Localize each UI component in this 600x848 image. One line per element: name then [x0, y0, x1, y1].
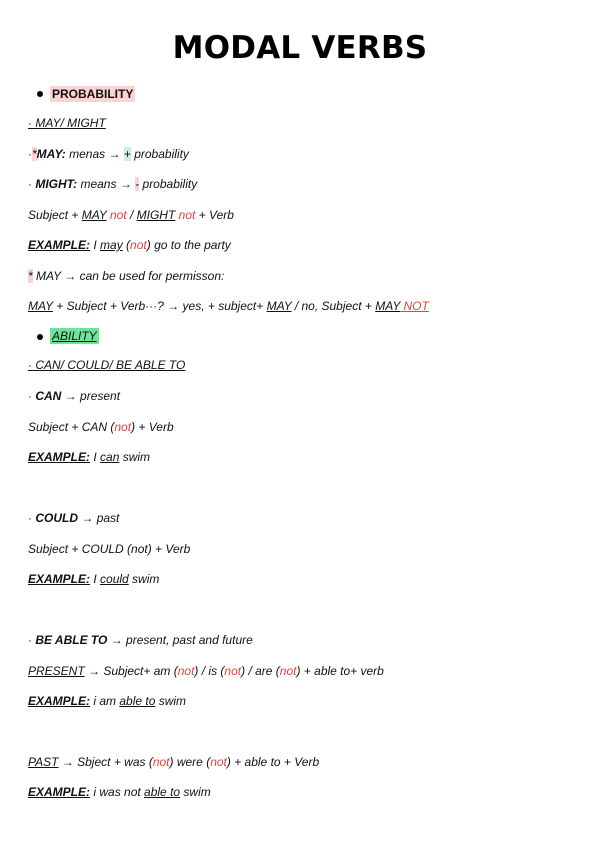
arrow-icon: → — [61, 755, 74, 769]
arrow-icon: → — [108, 147, 121, 161]
arrow-icon: → — [110, 633, 123, 647]
bullet-dot — [37, 91, 43, 97]
be-able-to-line: · BE ABLE TO → present, past and future — [28, 633, 253, 647]
heading-probability — [50, 87, 135, 101]
present-example: EXAMPLE: i am able to swim — [28, 694, 187, 708]
past-structure: PAST → Sbject + was (not) were (not) + able to + Verb — [28, 755, 320, 769]
arrow-icon: → — [64, 269, 77, 283]
may-might-structure: Subject + MAY not / MIGHT not + Verb — [28, 208, 234, 222]
can-example: EXAMPLE: I can swim — [28, 450, 151, 464]
could-example: EXAMPLE: I could swim — [28, 572, 160, 586]
page-title: MODAL VERBS — [172, 30, 428, 66]
heading-ability — [50, 329, 99, 343]
can-structure: Subject + CAN (not) + Verb — [28, 420, 174, 434]
may-example: EXAMPLE: I may (not) go to the party — [28, 238, 231, 252]
present-structure: PRESENT → Subject+ am (not) / is (not) / are (not) + able to+ verb — [28, 664, 384, 678]
probability-label: PROBABILITY — [52, 87, 134, 101]
ability-label: ABILITY — [52, 329, 97, 343]
arrow-icon: → — [88, 664, 101, 678]
arrow-icon: → — [167, 299, 180, 313]
can-line: · CAN → present — [28, 389, 121, 403]
arrow-icon: → — [119, 177, 132, 191]
may-might-subheading: · MAY/ MIGHT — [28, 116, 106, 130]
may-question-structure: MAY + Subject + Verb···? → yes, + subject+ MAY / no, Subject + MAY NOT — [28, 299, 429, 313]
may-permission-note: * MAY → can be used for permisson: — [28, 269, 225, 283]
past-example: EXAMPLE: i was not able to swim — [28, 785, 211, 799]
may-definition-line: ·*MAY: menas → + probability — [28, 147, 189, 161]
might-definition-line: · MIGHT: means → - probability — [28, 177, 198, 191]
bullet-dot — [37, 334, 43, 340]
could-structure: Subject + COULD (not) + Verb — [28, 542, 191, 556]
ability-subheading: · CAN/ COULD/ BE ABLE TO — [28, 358, 186, 372]
arrow-icon: → — [81, 511, 94, 525]
could-line: · COULD → past — [28, 511, 120, 525]
arrow-icon: → — [64, 389, 77, 403]
